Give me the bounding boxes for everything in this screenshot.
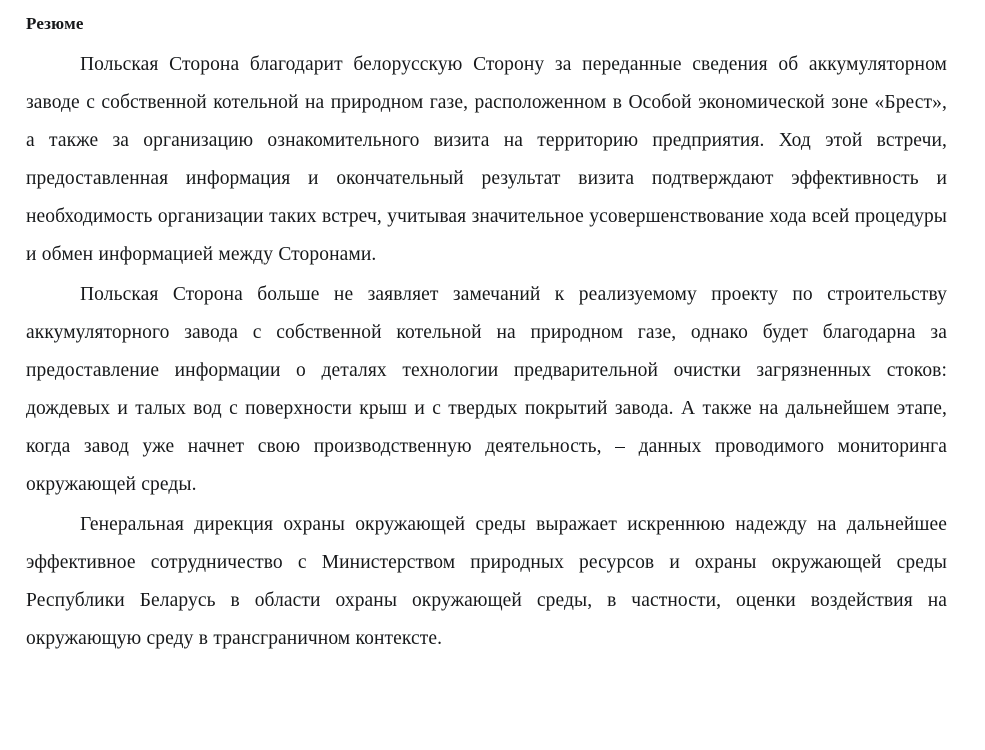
paragraph-2: Польская Сторона больше не заявляет замечаний к реализуемому проекту по строительству аккумуляторного завода с собственной котельной на природном газе, однако будет благодарна за предоставление информации о деталях технологии предварительной очистки загрязненных стоков: дождевых и талых вод с поверхности крыш и с твердых покрытий завода. А также на дальнейшем этапе, когда завод уже начнет свою производственную деятельность, – данных проводимого мониторинга окружающей среды. — [26, 284, 947, 496]
paragraph-3: Генеральная дирекция охраны окружающей среды выражает искреннюю надежду на дальнейшее эффективное сотрудничество с Министерством природных ресурсов и охраны окружающей среды Республики Беларусь в области охраны окружающей среды, в частности, оценки воздействия на окружающую среду в трансграничном контексте. — [26, 514, 947, 650]
paragraph-1: Польская Сторона благодарит белорусскую Сторону за переданные сведения об аккумуляторном заводе с собственной котельной на природном газе, расположенном в Особой экономической зоне «Брест», а также за организацию ознакомительного визита на территорию предприятия. Ход этой встречи, предоставленная информация и окончательный результат визита подтверждают эффективность и необходимость организации таких встреч, учитывая значительное усовершенствование хода всей процедуры и обмен информацией между Сторонами. — [26, 54, 947, 266]
page-title: Резюме — [26, 14, 84, 33]
